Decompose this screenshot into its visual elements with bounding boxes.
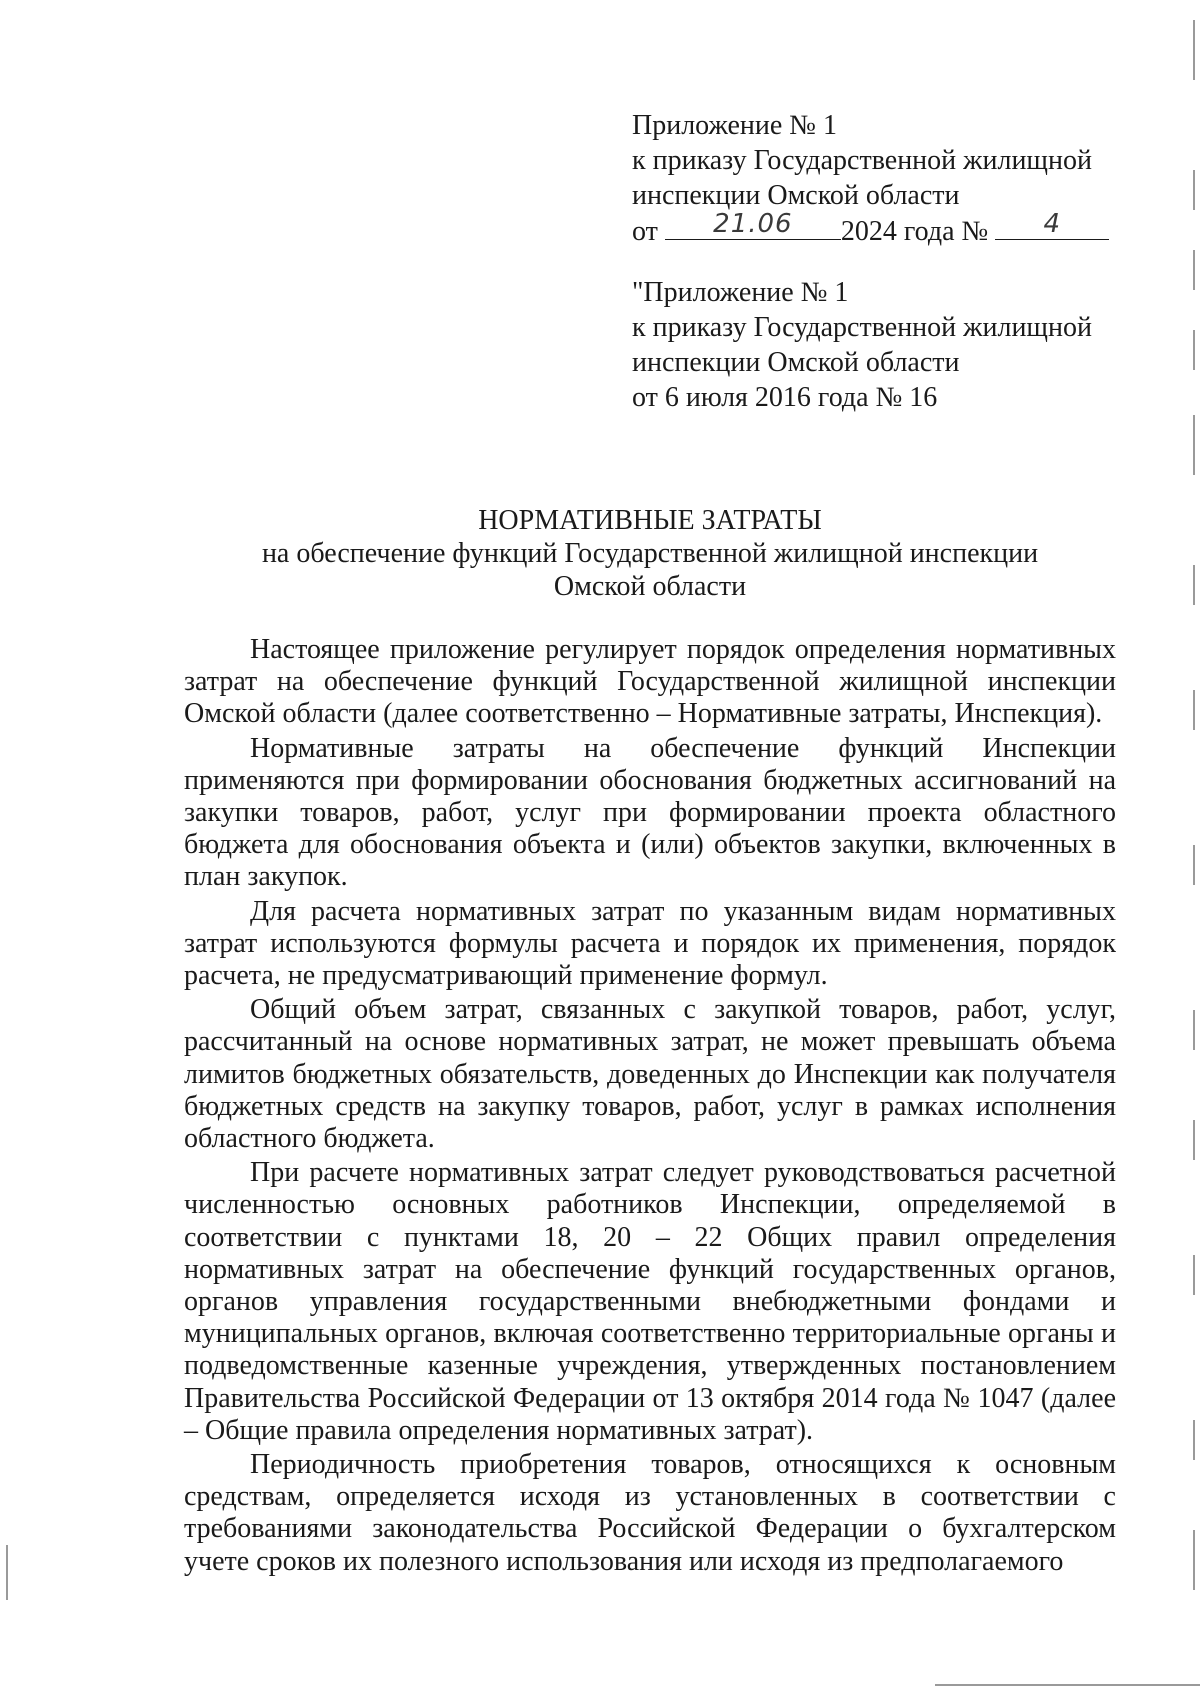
scan-artifact: [1193, 845, 1195, 885]
appendix-line: к приказу Государственной жилищной: [632, 145, 1092, 176]
appendix-line: инспекции Омской области: [632, 347, 960, 378]
paragraph: При расчете нормативных затрат следует руководствоваться расчетной численностью основных работников Инспекции, определяемой в соответствии с пунктами 18, 20 – 22 Общих правил определения нормативных затрат на обеспечение функций государственных органов, органов управления государственными внебюджетными фондами и муниципальных органов, включая соответственно территориальные органы и подведомственные казенные учреждения, утвержденных постановлением Правительства Российской Федерации от 13 октября 2014 года № 1047 (далее – Общие правила определения нормативных затрат).: [184, 1157, 1116, 1446]
scan-artifact: [1193, 1420, 1195, 1460]
title-line: Омской области: [553, 571, 747, 602]
paragraph: Для расчета нормативных затрат по указанным видам нормативных затрат используются формулы расчета и порядок их применения, порядок расчета, не предусматривающий применение формул.: [184, 895, 1116, 992]
scan-artifact: [1193, 565, 1195, 605]
year-text: 2024 года №: [840, 216, 989, 247]
scan-artifact: [1193, 690, 1195, 730]
scan-artifact: [1193, 250, 1195, 290]
appendix-header-current: [632, 108, 1132, 249]
document-title: [150, 504, 1150, 603]
paragraph: Периодичность приобретения товаров, относящихся к основным средствам, определяется исходя из установленных в соответствии с требованиями законодательства Российской Федерации о бухгалтерском учете сроков их полезного использования или исходя из предполагаемого: [184, 1449, 1116, 1577]
appendix-header-original: [632, 275, 1132, 415]
paragraph: Нормативные затраты на обеспечение функций Инспекции применяются при формировании обоснования бюджетных ассигнований на закупки товаров, работ, услуг при формировании проекта областного бюджета для обоснования объекта и (или) объектов закупки, включенных в план закупок.: [184, 732, 1116, 893]
appendix-line: Приложение № 1: [632, 110, 837, 141]
appendix-line: к приказу Государственной жилищной: [632, 312, 1092, 343]
document-body: [184, 634, 1116, 1580]
scan-artifact: [935, 1684, 1200, 1686]
paragraph: Общий объем затрат, связанных с закупкой товаров, работ, услуг, рассчитанный на основе нормативных затрат, не может превышать объема лимитов бюджетных обязательств, доведенных до Инспекции как получателя бюджетных средств на закупку товаров, работ, услуг в рамках исполнения областного бюджета.: [184, 994, 1116, 1155]
scan-artifact: [1193, 1530, 1195, 1590]
date-prefix: от: [632, 216, 658, 247]
title-line: НОРМАТИВНЫЕ ЗАТРАТЫ: [478, 505, 822, 536]
scan-artifact: [1193, 20, 1195, 80]
paragraph: Настоящее приложение регулирует порядок определения нормативных затрат на обеспечение функций Государственной жилищной инспекции Омской области (далее соответственно – Нормативные затраты, Инспекция).: [184, 634, 1116, 730]
date-fill-line: [665, 209, 841, 240]
handwritten-number: 4: [1043, 209, 1062, 239]
scan-artifact: [1193, 1120, 1195, 1160]
appendix-line: "Приложение № 1: [632, 277, 849, 308]
scan-artifact: [1193, 170, 1195, 210]
scan-artifact: [1193, 415, 1195, 475]
appendix-date-line: [632, 209, 1132, 249]
handwritten-date: 21.06: [713, 209, 793, 239]
scan-artifact: [1193, 330, 1195, 370]
scan-artifact: [1193, 1010, 1195, 1050]
scan-artifact: [6, 1545, 8, 1600]
number-fill-line: [995, 209, 1109, 240]
appendix-line: инспекции Омской области: [632, 180, 960, 211]
title-line: на обеспечение функций Государственной жилищной инспекции: [261, 538, 1039, 569]
appendix-line: от 6 июля 2016 года № 16: [632, 382, 938, 413]
scan-artifact: [1193, 1255, 1195, 1295]
